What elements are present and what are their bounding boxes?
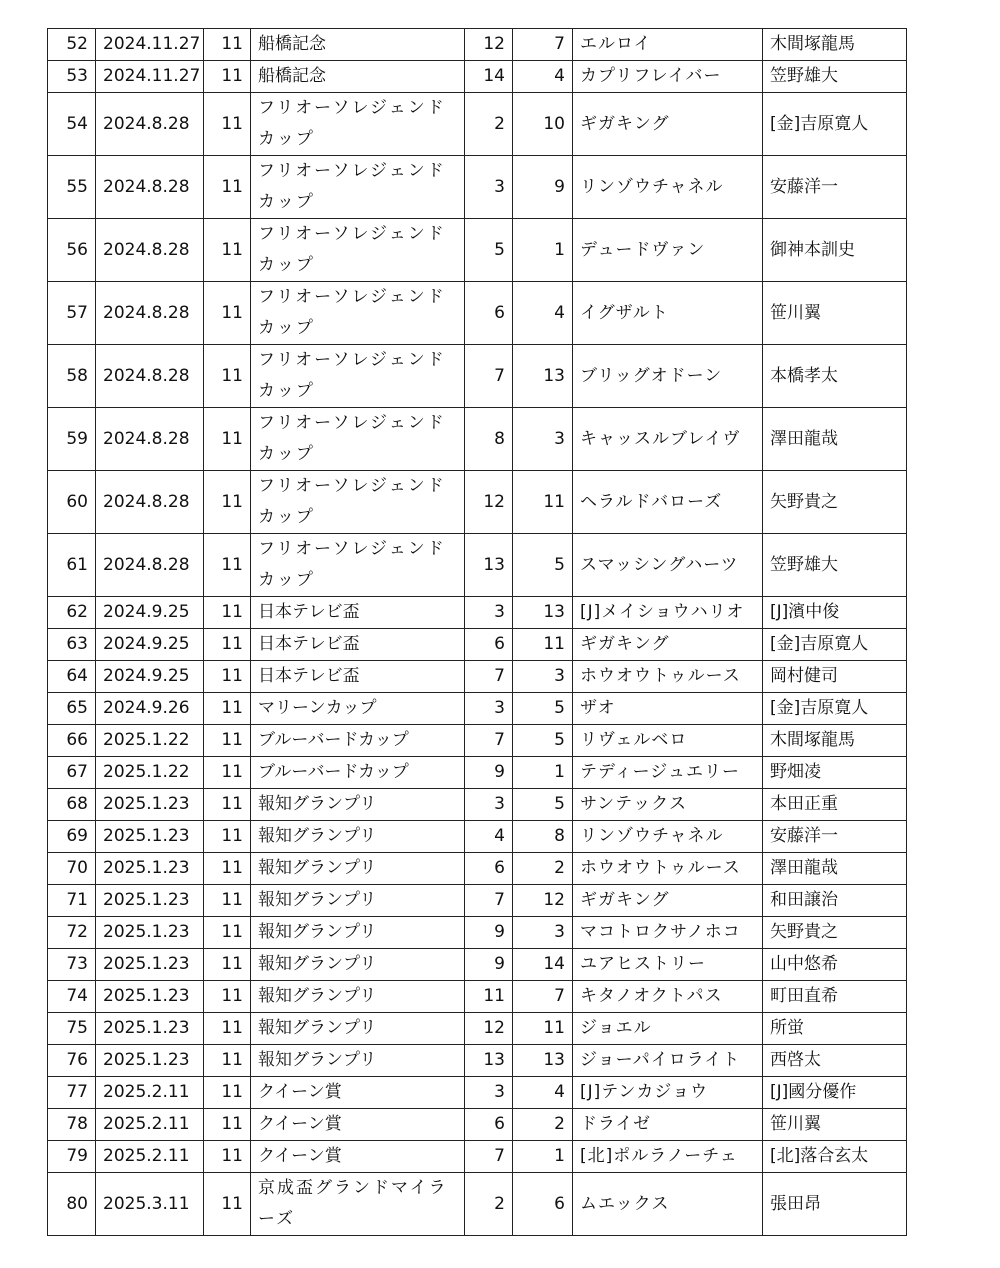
race-name-cell: クイーン賞 [251, 1141, 465, 1173]
table-row [48, 471, 907, 534]
race-number-cell: 11 [204, 661, 251, 693]
jockey-name-cell: 町田直希 [763, 981, 907, 1013]
jockey-name-cell: 御神本訓史 [763, 219, 907, 282]
race-number-cell: 11 [204, 597, 251, 629]
horse-number-cell: 5 [513, 693, 573, 725]
finish-rank-cell: 3 [465, 156, 513, 219]
row-number-cell: 71 [48, 885, 96, 917]
table-row [48, 597, 907, 629]
row-number-cell: 56 [48, 219, 96, 282]
horse-number-cell: 9 [513, 156, 573, 219]
row-number-cell: 75 [48, 1013, 96, 1045]
finish-rank-cell: 7 [465, 885, 513, 917]
row-number-cell: 78 [48, 1109, 96, 1141]
horse-name-cell: [J]メイショウハリオ [573, 597, 763, 629]
jockey-name-cell: 本橋孝太 [763, 345, 907, 408]
horse-number-cell: 3 [513, 917, 573, 949]
race-date-cell: 2025.2.11 [96, 1109, 204, 1141]
jockey-name-cell: 木間塚龍馬 [763, 725, 907, 757]
jockey-name-cell: 笠野雄大 [763, 61, 907, 93]
finish-rank-cell: 7 [465, 661, 513, 693]
horse-number-cell: 7 [513, 981, 573, 1013]
race-name-cell: 報知グランプリ [251, 885, 465, 917]
jockey-name-cell: 和田譲治 [763, 885, 907, 917]
row-number-cell: 52 [48, 29, 96, 61]
race-name-cell: フリオーソレジェンドカップ [251, 282, 465, 345]
jockey-name-cell: 矢野貴之 [763, 471, 907, 534]
horse-number-cell: 11 [513, 471, 573, 534]
race-name-cell: フリオーソレジェンドカップ [251, 408, 465, 471]
race-date-cell: 2025.1.22 [96, 757, 204, 789]
horse-number-cell: 7 [513, 29, 573, 61]
race-number-cell: 11 [204, 29, 251, 61]
race-name-cell: 日本テレビ盃 [251, 661, 465, 693]
finish-rank-cell: 5 [465, 219, 513, 282]
race-date-cell: 2024.8.28 [96, 282, 204, 345]
race-date-cell: 2025.2.11 [96, 1077, 204, 1109]
row-number-cell: 74 [48, 981, 96, 1013]
jockey-name-cell: 山中悠希 [763, 949, 907, 981]
race-number-cell: 11 [204, 61, 251, 93]
race-date-cell: 2024.9.25 [96, 661, 204, 693]
horse-number-cell: 6 [513, 1173, 573, 1236]
race-name-cell: 報知グランプリ [251, 981, 465, 1013]
finish-rank-cell: 4 [465, 821, 513, 853]
table-row [48, 1173, 907, 1236]
table-row [48, 1013, 907, 1045]
horse-number-cell: 4 [513, 61, 573, 93]
finish-rank-cell: 2 [465, 1173, 513, 1236]
table-row [48, 534, 907, 597]
horse-number-cell: 1 [513, 219, 573, 282]
race-date-cell: 2025.3.11 [96, 1173, 204, 1236]
jockey-name-cell: 矢野貴之 [763, 917, 907, 949]
row-number-cell: 61 [48, 534, 96, 597]
race-number-cell: 11 [204, 471, 251, 534]
horse-name-cell: エルロイ [573, 29, 763, 61]
horse-number-cell: 14 [513, 949, 573, 981]
race-number-cell: 11 [204, 789, 251, 821]
finish-rank-cell: 9 [465, 949, 513, 981]
table-row [48, 981, 907, 1013]
table-row [48, 408, 907, 471]
horse-name-cell: ムエックス [573, 1173, 763, 1236]
horse-number-cell: 2 [513, 1109, 573, 1141]
race-date-cell: 2025.1.23 [96, 789, 204, 821]
table-row [48, 1077, 907, 1109]
finish-rank-cell: 7 [465, 345, 513, 408]
race-number-cell: 11 [204, 629, 251, 661]
race-date-cell: 2024.11.27 [96, 29, 204, 61]
race-name-cell: 報知グランプリ [251, 1045, 465, 1077]
horse-name-cell: ジョエル [573, 1013, 763, 1045]
finish-rank-cell: 12 [465, 1013, 513, 1045]
finish-rank-cell: 8 [465, 408, 513, 471]
race-date-cell: 2025.1.23 [96, 1045, 204, 1077]
finish-rank-cell: 3 [465, 597, 513, 629]
horse-name-cell: デュードヴァン [573, 219, 763, 282]
finish-rank-cell: 6 [465, 1109, 513, 1141]
race-date-cell: 2024.8.28 [96, 408, 204, 471]
finish-rank-cell: 6 [465, 853, 513, 885]
race-number-cell: 11 [204, 1077, 251, 1109]
table-row [48, 61, 907, 93]
horse-number-cell: 11 [513, 1013, 573, 1045]
finish-rank-cell: 7 [465, 725, 513, 757]
race-date-cell: 2025.2.11 [96, 1141, 204, 1173]
horse-number-cell: 1 [513, 1141, 573, 1173]
jockey-name-cell: 西啓太 [763, 1045, 907, 1077]
row-number-cell: 80 [48, 1173, 96, 1236]
race-number-cell: 11 [204, 1045, 251, 1077]
jockey-name-cell: 野畑凌 [763, 757, 907, 789]
race-name-cell: 日本テレビ盃 [251, 629, 465, 661]
race-date-cell: 2024.8.28 [96, 345, 204, 408]
race-name-cell: フリオーソレジェンドカップ [251, 471, 465, 534]
jockey-name-cell: [J]國分優作 [763, 1077, 907, 1109]
table-row [48, 885, 907, 917]
horse-number-cell: 5 [513, 789, 573, 821]
jockey-name-cell: [金]吉原寛人 [763, 93, 907, 156]
race-number-cell: 11 [204, 917, 251, 949]
table-row [48, 693, 907, 725]
jockey-name-cell: [J]濱中俊 [763, 597, 907, 629]
finish-rank-cell: 9 [465, 757, 513, 789]
horse-name-cell: リンゾウチャネル [573, 156, 763, 219]
finish-rank-cell: 3 [465, 693, 513, 725]
table-row [48, 661, 907, 693]
race-name-cell: 報知グランプリ [251, 789, 465, 821]
race-date-cell: 2024.8.28 [96, 219, 204, 282]
finish-rank-cell: 7 [465, 1141, 513, 1173]
race-date-cell: 2025.1.23 [96, 981, 204, 1013]
race-name-cell: フリオーソレジェンドカップ [251, 93, 465, 156]
table-row [48, 789, 907, 821]
horse-name-cell: ギガキング [573, 93, 763, 156]
race-date-cell: 2025.1.23 [96, 821, 204, 853]
table-row [48, 757, 907, 789]
table-row [48, 1141, 907, 1173]
horse-name-cell: ザオ [573, 693, 763, 725]
jockey-name-cell: [金]吉原寛人 [763, 629, 907, 661]
race-number-cell: 11 [204, 821, 251, 853]
race-number-cell: 11 [204, 219, 251, 282]
horse-name-cell: ドライゼ [573, 1109, 763, 1141]
finish-rank-cell: 6 [465, 282, 513, 345]
race-name-cell: クイーン賞 [251, 1109, 465, 1141]
jockey-name-cell: 木間塚龍馬 [763, 29, 907, 61]
table-row [48, 853, 907, 885]
race-number-cell: 11 [204, 693, 251, 725]
horse-name-cell: キタノオクトパス [573, 981, 763, 1013]
race-name-cell: 報知グランプリ [251, 821, 465, 853]
jockey-name-cell: [北]落合玄太 [763, 1141, 907, 1173]
table-row [48, 1045, 907, 1077]
horse-number-cell: 12 [513, 885, 573, 917]
race-number-cell: 11 [204, 757, 251, 789]
race-date-cell: 2025.1.23 [96, 949, 204, 981]
race-name-cell: フリオーソレジェンドカップ [251, 345, 465, 408]
horse-name-cell: リンゾウチャネル [573, 821, 763, 853]
table-row [48, 1109, 907, 1141]
horse-number-cell: 3 [513, 408, 573, 471]
race-name-cell: 報知グランプリ [251, 917, 465, 949]
race-date-cell: 2024.8.28 [96, 156, 204, 219]
race-number-cell: 11 [204, 1141, 251, 1173]
row-number-cell: 66 [48, 725, 96, 757]
finish-rank-cell: 13 [465, 1045, 513, 1077]
horse-name-cell: ブリッグオドーン [573, 345, 763, 408]
horse-number-cell: 13 [513, 345, 573, 408]
horse-number-cell: 13 [513, 1045, 573, 1077]
row-number-cell: 54 [48, 93, 96, 156]
finish-rank-cell: 14 [465, 61, 513, 93]
finish-rank-cell: 6 [465, 629, 513, 661]
race-name-cell: クイーン賞 [251, 1077, 465, 1109]
horse-number-cell: 13 [513, 597, 573, 629]
race-name-cell: 京成盃グランドマイラーズ [251, 1173, 465, 1236]
table-row [48, 917, 907, 949]
horse-number-cell: 4 [513, 1077, 573, 1109]
table-row [48, 282, 907, 345]
row-number-cell: 57 [48, 282, 96, 345]
race-name-cell: 報知グランプリ [251, 1013, 465, 1045]
race-name-cell: ブルーバードカップ [251, 757, 465, 789]
race-date-cell: 2025.1.23 [96, 917, 204, 949]
race-date-cell: 2024.11.27 [96, 61, 204, 93]
race-name-cell: フリオーソレジェンドカップ [251, 156, 465, 219]
row-number-cell: 79 [48, 1141, 96, 1173]
race-name-cell: フリオーソレジェンドカップ [251, 219, 465, 282]
row-number-cell: 55 [48, 156, 96, 219]
race-date-cell: 2024.8.28 [96, 93, 204, 156]
jockey-name-cell: 笠野雄大 [763, 534, 907, 597]
race-name-cell: 船橋記念 [251, 29, 465, 61]
finish-rank-cell: 2 [465, 93, 513, 156]
row-number-cell: 77 [48, 1077, 96, 1109]
table-row [48, 345, 907, 408]
results-body [48, 29, 907, 1236]
horse-name-cell: テディージュエリー [573, 757, 763, 789]
jockey-name-cell: 笹川翼 [763, 1109, 907, 1141]
race-date-cell: 2025.1.23 [96, 1013, 204, 1045]
horse-name-cell: ホウオウトゥルース [573, 853, 763, 885]
jockey-name-cell: 岡村健司 [763, 661, 907, 693]
race-number-cell: 11 [204, 1109, 251, 1141]
race-date-cell: 2024.9.25 [96, 597, 204, 629]
race-date-cell: 2025.1.23 [96, 885, 204, 917]
row-number-cell: 67 [48, 757, 96, 789]
horse-number-cell: 3 [513, 661, 573, 693]
horse-number-cell: 2 [513, 853, 573, 885]
race-name-cell: マリーンカップ [251, 693, 465, 725]
finish-rank-cell: 9 [465, 917, 513, 949]
race-number-cell: 11 [204, 981, 251, 1013]
row-number-cell: 64 [48, 661, 96, 693]
table-row [48, 821, 907, 853]
finish-rank-cell: 13 [465, 534, 513, 597]
results-table [47, 28, 907, 1236]
row-number-cell: 65 [48, 693, 96, 725]
finish-rank-cell: 12 [465, 29, 513, 61]
horse-number-cell: 8 [513, 821, 573, 853]
finish-rank-cell: 12 [465, 471, 513, 534]
horse-name-cell: イグザルト [573, 282, 763, 345]
jockey-name-cell: 張田昂 [763, 1173, 907, 1236]
row-number-cell: 69 [48, 821, 96, 853]
horse-name-cell: リヴェルベロ [573, 725, 763, 757]
jockey-name-cell: [金]吉原寛人 [763, 693, 907, 725]
horse-name-cell: スマッシングハーツ [573, 534, 763, 597]
race-name-cell: 日本テレビ盃 [251, 597, 465, 629]
row-number-cell: 59 [48, 408, 96, 471]
finish-rank-cell: 11 [465, 981, 513, 1013]
horse-name-cell: マコトロクサノホコ [573, 917, 763, 949]
row-number-cell: 68 [48, 789, 96, 821]
race-number-cell: 11 [204, 853, 251, 885]
race-number-cell: 11 [204, 725, 251, 757]
jockey-name-cell: 安藤洋一 [763, 821, 907, 853]
row-number-cell: 76 [48, 1045, 96, 1077]
table-row [48, 949, 907, 981]
race-date-cell: 2024.8.28 [96, 471, 204, 534]
horse-name-cell: カプリフレイバー [573, 61, 763, 93]
jockey-name-cell: 澤田龍哉 [763, 408, 907, 471]
table-row [48, 93, 907, 156]
race-name-cell: 報知グランプリ [251, 949, 465, 981]
horse-number-cell: 5 [513, 534, 573, 597]
row-number-cell: 72 [48, 917, 96, 949]
race-number-cell: 11 [204, 93, 251, 156]
race-number-cell: 11 [204, 282, 251, 345]
jockey-name-cell: 所蛍 [763, 1013, 907, 1045]
race-number-cell: 11 [204, 156, 251, 219]
table-row [48, 29, 907, 61]
table-row [48, 219, 907, 282]
horse-name-cell: ジョーパイロライト [573, 1045, 763, 1077]
race-number-cell: 11 [204, 534, 251, 597]
race-date-cell: 2025.1.23 [96, 853, 204, 885]
horse-number-cell: 4 [513, 282, 573, 345]
horse-number-cell: 5 [513, 725, 573, 757]
race-name-cell: ブルーバードカップ [251, 725, 465, 757]
jockey-name-cell: 安藤洋一 [763, 156, 907, 219]
horse-number-cell: 11 [513, 629, 573, 661]
race-name-cell: 船橋記念 [251, 61, 465, 93]
race-date-cell: 2025.1.22 [96, 725, 204, 757]
row-number-cell: 70 [48, 853, 96, 885]
jockey-name-cell: 笹川翼 [763, 282, 907, 345]
race-name-cell: 報知グランプリ [251, 853, 465, 885]
row-number-cell: 62 [48, 597, 96, 629]
horse-name-cell: [J]テンカジョウ [573, 1077, 763, 1109]
race-name-cell: フリオーソレジェンドカップ [251, 534, 465, 597]
row-number-cell: 73 [48, 949, 96, 981]
horse-number-cell: 1 [513, 757, 573, 789]
table-row [48, 156, 907, 219]
row-number-cell: 60 [48, 471, 96, 534]
race-number-cell: 11 [204, 1173, 251, 1236]
finish-rank-cell: 3 [465, 1077, 513, 1109]
race-date-cell: 2024.9.25 [96, 629, 204, 661]
horse-name-cell: ヘラルドバローズ [573, 471, 763, 534]
horse-name-cell: キャッスルブレイヴ [573, 408, 763, 471]
race-number-cell: 11 [204, 345, 251, 408]
horse-name-cell: [北]ポルラノーチェ [573, 1141, 763, 1173]
race-date-cell: 2024.9.26 [96, 693, 204, 725]
row-number-cell: 58 [48, 345, 96, 408]
horse-name-cell: サンテックス [573, 789, 763, 821]
horse-number-cell: 10 [513, 93, 573, 156]
row-number-cell: 63 [48, 629, 96, 661]
table-row [48, 629, 907, 661]
race-number-cell: 11 [204, 408, 251, 471]
jockey-name-cell: 本田正重 [763, 789, 907, 821]
row-number-cell: 53 [48, 61, 96, 93]
horse-name-cell: ギガキング [573, 885, 763, 917]
race-number-cell: 11 [204, 949, 251, 981]
finish-rank-cell: 3 [465, 789, 513, 821]
horse-name-cell: ユアヒストリー [573, 949, 763, 981]
race-number-cell: 11 [204, 1013, 251, 1045]
horse-name-cell: ホウオウトゥルース [573, 661, 763, 693]
table-row [48, 725, 907, 757]
horse-name-cell: ギガキング [573, 629, 763, 661]
race-number-cell: 11 [204, 885, 251, 917]
jockey-name-cell: 澤田龍哉 [763, 853, 907, 885]
race-date-cell: 2024.8.28 [96, 534, 204, 597]
